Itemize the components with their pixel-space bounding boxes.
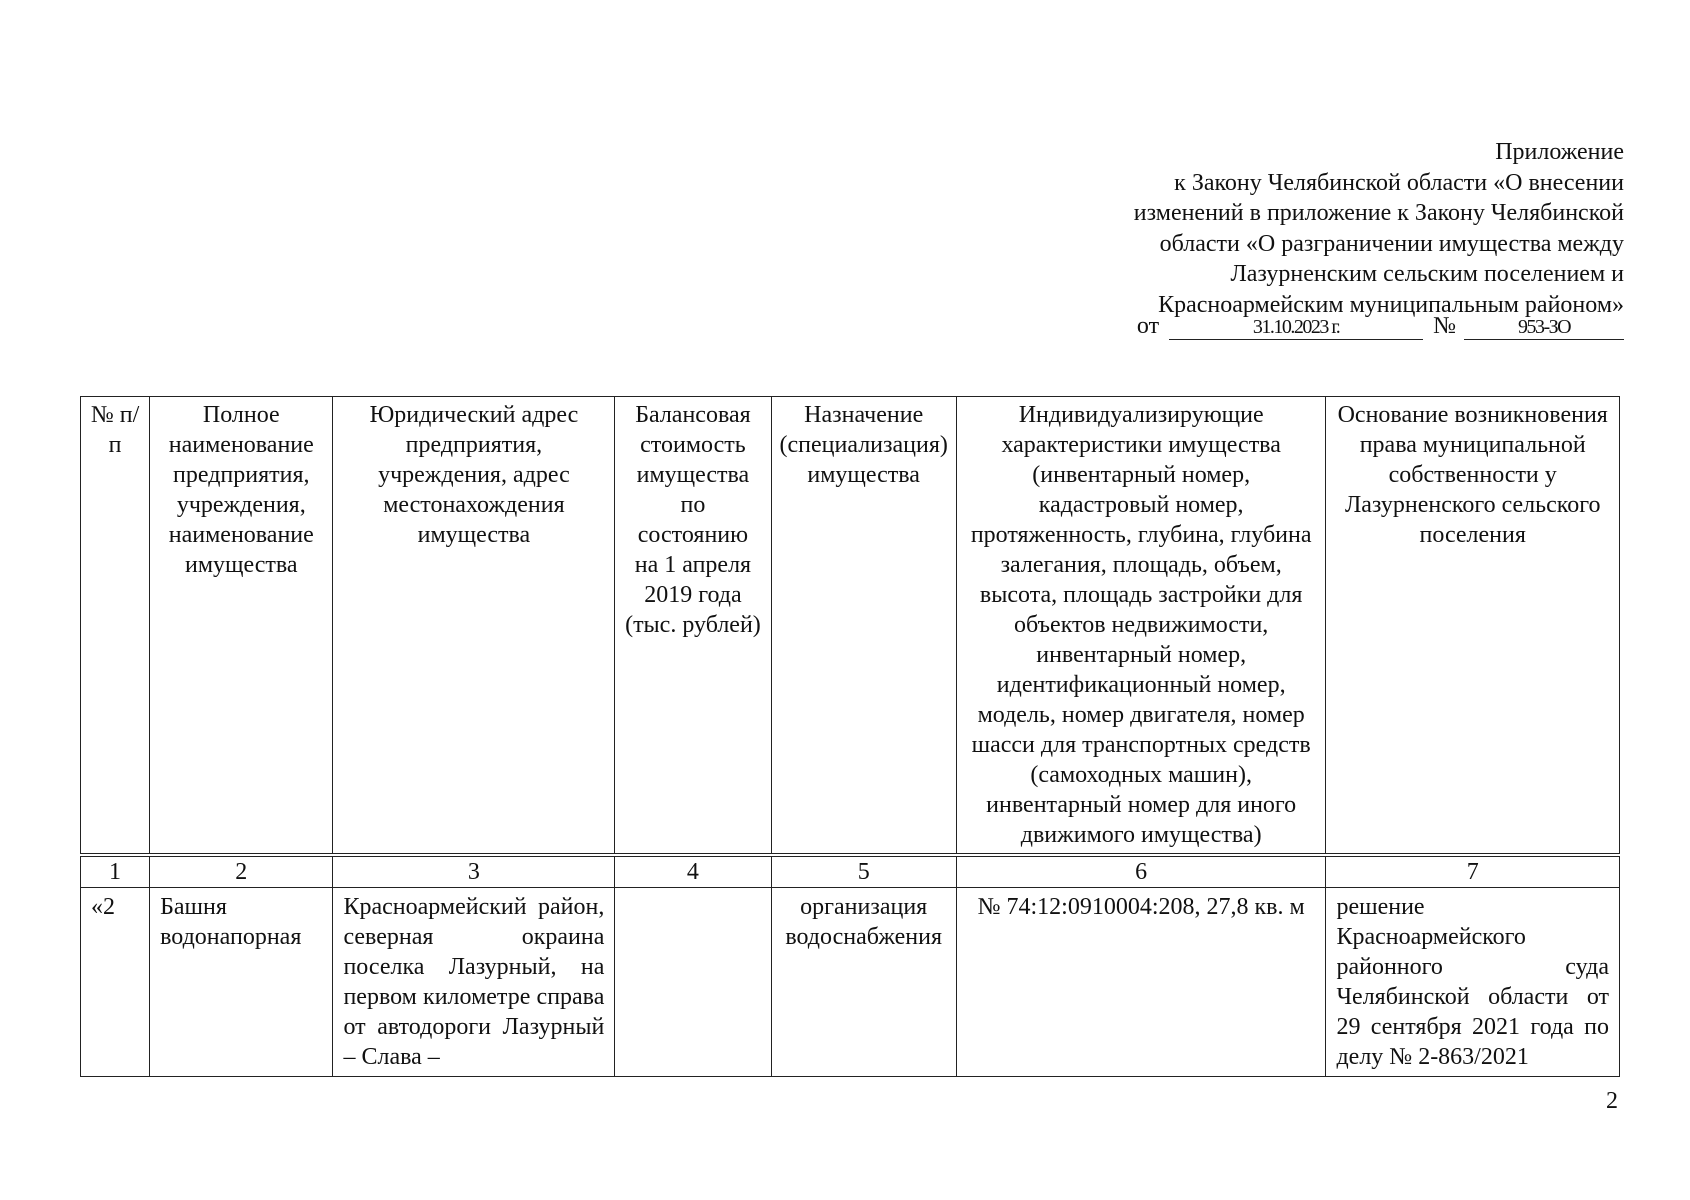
appendix-line-2: изменений в приложение к Закону Челябинской	[1133, 200, 1624, 226]
column-number: 2	[150, 855, 333, 888]
appendix-line-4: Лазурненским сельским поселением и	[1230, 261, 1624, 287]
column-number: 7	[1326, 855, 1620, 888]
header-purpose: Назначение (специализация) имущества	[771, 397, 956, 856]
appendix-header	[1064, 137, 1624, 320]
column-number-row	[81, 855, 1620, 888]
header-address: Юридический адрес предприятия, учреждения, адрес местонахождения имущества	[333, 397, 615, 856]
header-name: Полное наименование предприятия, учреждения, наименование имущества	[150, 397, 333, 856]
header-value: Балансовая стоимость имущества по состоянию на 1 апреля 2019 года (тыс. рублей)	[615, 397, 771, 856]
from-label: от	[1136, 313, 1160, 339]
header-number: № п/п	[81, 397, 150, 856]
row-number: «2	[81, 888, 150, 1077]
header-characteristics: Индивидуализирующие характеристики имущества (инвентарный номер, кадастровый номер, протяженность, глубина, глубина залегания, площадь, объем, высота, площадь застройки для объектов недвижимости, инвентарный номер, идентификационный номер, модель, номер двигателя, номер шасси для транспортных средств (самоходных машин), инвентарный номер для иного движимого имущества)	[956, 397, 1326, 856]
column-number: 5	[771, 855, 956, 888]
column-number: 6	[956, 855, 1326, 888]
row-address: Красноармейский район, северная окраина поселка Лазурный, на первом километре справа от автодороги Лазурный – Слава –	[333, 888, 615, 1077]
row-purpose: организация водоснабжения	[771, 888, 956, 1077]
appendix-line-5: Красноармейским муниципальным районом»	[1158, 291, 1624, 318]
row-characteristics: № 74:12:0910004:208, 27,8 кв. м	[956, 888, 1326, 1077]
appendix-line-1: к Закону Челябинской области «О внесении	[1174, 169, 1624, 196]
column-number: 1	[81, 855, 150, 888]
table-header-row	[81, 397, 1620, 856]
law-number: 953-ЗО	[1464, 313, 1624, 340]
law-date-number	[1064, 313, 1624, 340]
property-table	[80, 396, 1620, 1077]
appendix-title: Приложение	[1495, 139, 1624, 165]
appendix-line-3: области «О разграничении имущества между	[1159, 230, 1624, 257]
number-label: №	[1433, 313, 1456, 339]
header-basis: Основание возникновения права муниципальной собственности у Лазурненского сельского поселения	[1326, 397, 1620, 856]
column-number: 3	[333, 855, 615, 888]
table-row	[81, 888, 1620, 1077]
page-number: 2	[1606, 1088, 1618, 1114]
law-date: 31.10.2023 г.	[1169, 313, 1423, 340]
row-basis: решение Красноармейского районного суда Челябинской области от 29 сентября 2021 года по делу № 2-863/2021	[1326, 888, 1620, 1077]
column-number: 4	[615, 855, 771, 888]
row-name: Башня водонапорная	[150, 888, 333, 1077]
row-value	[615, 888, 771, 1077]
